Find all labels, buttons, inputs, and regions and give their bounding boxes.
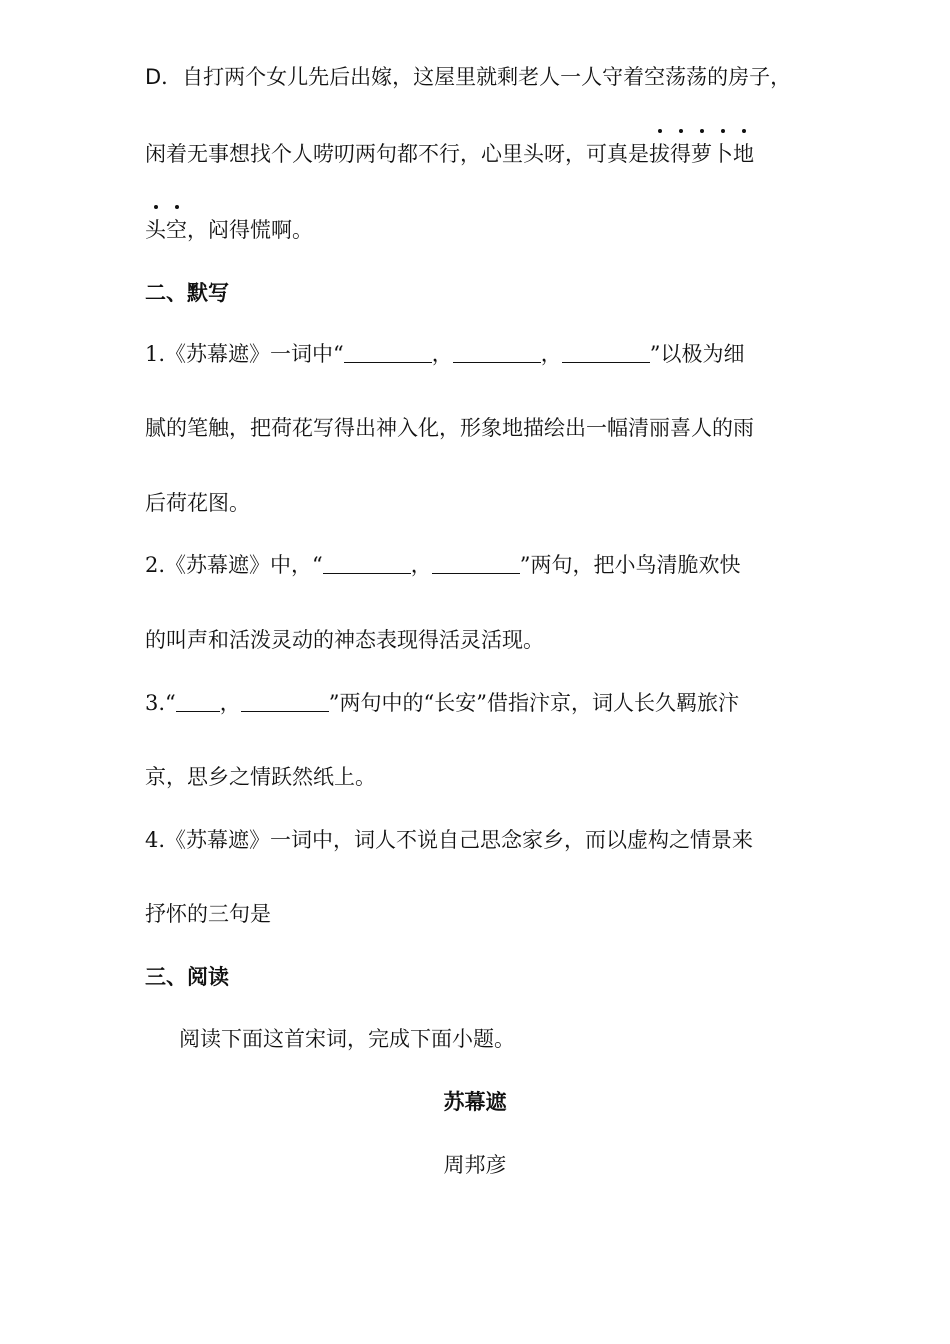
option-d-line-3 <box>145 215 313 245</box>
fill-blank[interactable] <box>241 689 329 712</box>
q2-suffix: ”两句，把小鸟清脆欢快 <box>519 553 741 577</box>
fill-blank[interactable] <box>344 340 432 363</box>
question-4-line-1: 4.《苏幕遮》一词中，词人不说自己思念家乡，而以虚构之情景来 <box>145 828 754 852</box>
option-d-line-2-text: 闲着无事想找个人唠叨两句都不行，心里头呀，可真是 <box>145 142 649 166</box>
question-1-line-2: 腻的笔触，把荷花写得出神入化，形象地描绘出一幅清丽喜人的雨 <box>145 416 754 440</box>
option-d-line-2 <box>145 139 754 169</box>
dotted-char: 萝 <box>691 139 712 169</box>
poem-title: 苏幕遮 <box>443 1089 507 1114</box>
q2-sep: ， <box>410 553 432 577</box>
option-d-line-1 <box>145 62 791 92</box>
fill-blank[interactable] <box>432 551 520 574</box>
option-d-label: D． <box>145 65 183 89</box>
reading-intro: 阅读下面这首宋词，完成下面小题。 <box>179 1027 515 1051</box>
dotted-char: 头 <box>145 215 166 245</box>
dotted-char: 空 <box>166 215 187 245</box>
question-4-line-2: 抒怀的三句是 <box>145 902 271 926</box>
question-3-line-2: 京，思乡之情跃然纸上。 <box>145 765 376 789</box>
q3-prefix: 3.“ <box>145 691 176 715</box>
question-3-line-1 <box>145 688 739 718</box>
q3-suffix: ”两句中的“长安”借指汴京，词人长久羁旅汴 <box>328 691 739 715</box>
q2-prefix: 2.《苏幕遮》中，“ <box>145 553 323 577</box>
fill-blank[interactable] <box>453 340 541 363</box>
dotted-char: 拔 <box>649 139 670 169</box>
dotted-char: 得 <box>670 139 691 169</box>
dotted-char: 卜 <box>712 139 733 169</box>
dotted-char: 地 <box>733 139 754 169</box>
fill-blank[interactable] <box>323 551 411 574</box>
q1-prefix: 1.《苏幕遮》一词中“ <box>145 342 344 366</box>
q1-sep: ， <box>431 342 453 366</box>
question-2-line-2: 的叫声和活泼灵动的神态表现得活灵活现。 <box>145 628 544 652</box>
q3-sep: ， <box>219 691 241 715</box>
fill-blank[interactable] <box>562 340 650 363</box>
section-3-heading: 三、阅读 <box>145 965 229 989</box>
section-2-heading: 二、默写 <box>145 281 229 305</box>
question-1-line-1 <box>145 339 745 369</box>
question-2-line-1 <box>145 550 741 580</box>
question-1-line-3: 后荷花图。 <box>145 491 250 515</box>
q1-suffix: ”以极为细 <box>649 342 745 366</box>
option-d-text: 自打两个女儿先后出嫁，这屋里就剩老人一人守着空荡荡的房子， <box>182 65 792 89</box>
poem-author: 周邦彦 <box>443 1153 507 1177</box>
option-d-line-3-text: ，闷得慌啊。 <box>187 218 313 242</box>
fill-blank[interactable] <box>176 689 220 712</box>
q1-sep: ， <box>540 342 562 366</box>
